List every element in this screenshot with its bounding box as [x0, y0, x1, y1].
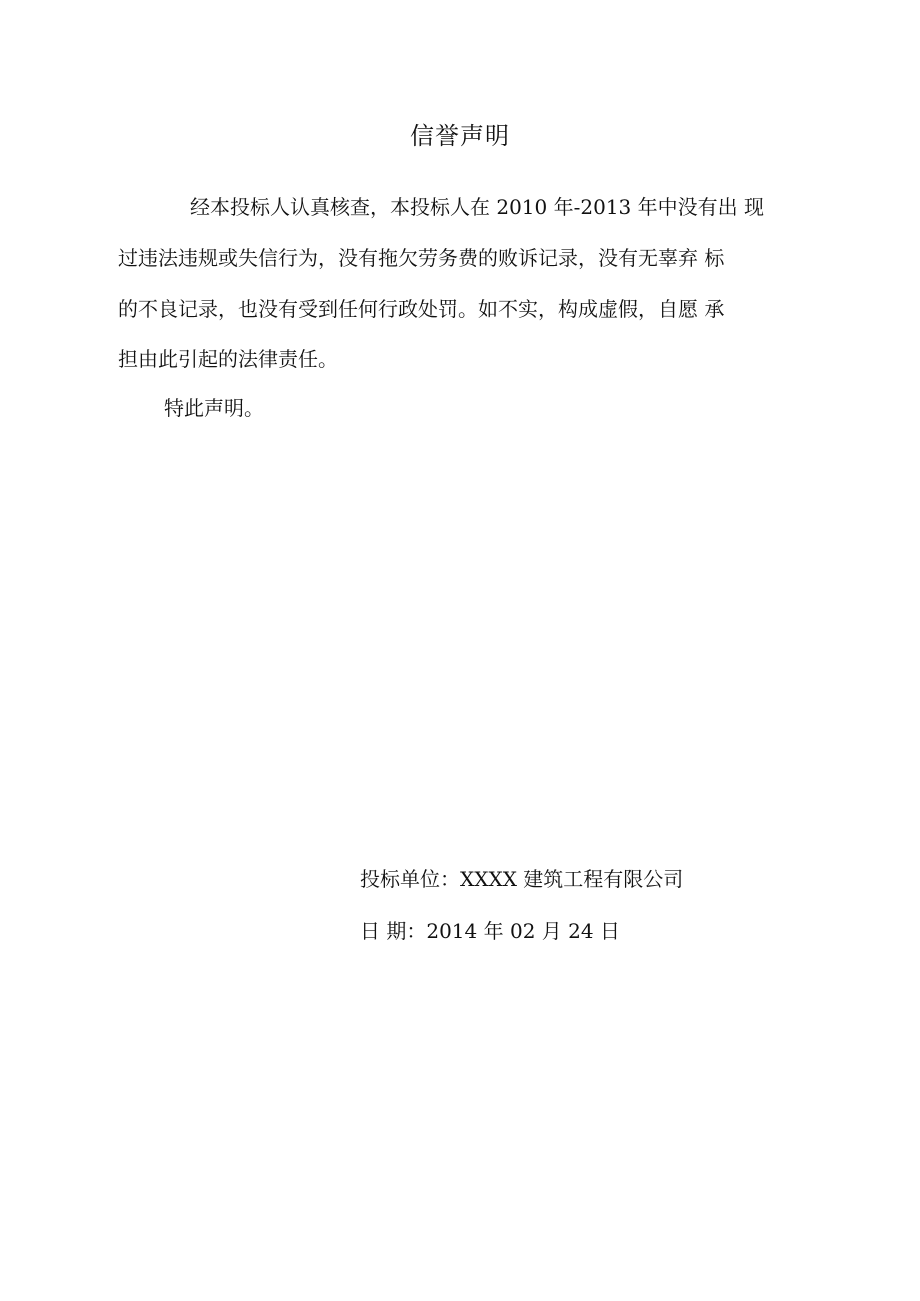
- closing-statement: 特此声明。: [164, 396, 264, 420]
- body-paragraph-line-4: 担由此引起的法律责任。: [118, 347, 338, 371]
- body-paragraph-line-3: 的不良记录，也没有受到任何行政处罚。如不实，构成虚假，自愿 承: [118, 297, 725, 321]
- bidder-unit-line: 投标单位：XXXX 建筑工程有限公司: [360, 867, 684, 891]
- body-paragraph-line-2: 过违法违规或失信行为，没有拖欠劳务费的败诉记录，没有无辜弃 标: [118, 246, 725, 270]
- body-paragraph-line-1: 经本投标人认真核查，本投标人在 2010 年-2013 年中没有出 现: [190, 195, 764, 219]
- date-line: 日 期：2014 年 02 月 24 日: [360, 919, 620, 943]
- document-title: 信誉声明: [410, 122, 510, 150]
